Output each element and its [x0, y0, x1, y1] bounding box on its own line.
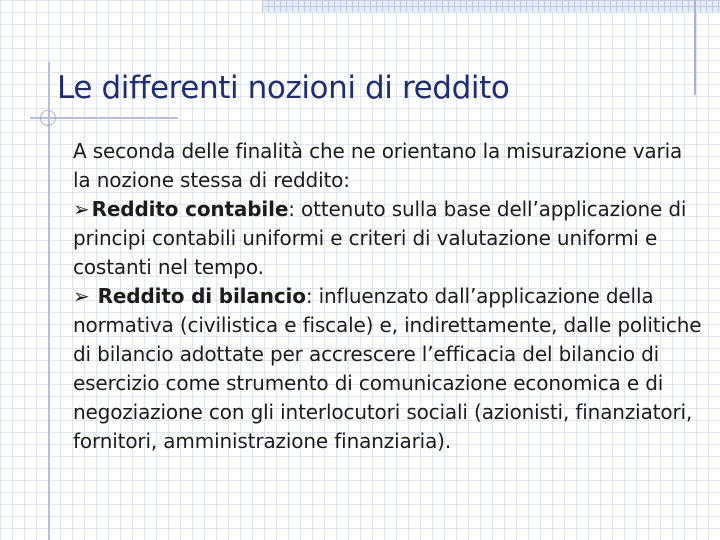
top-decorative-band: [262, 0, 720, 12]
decorative-circle-icon: [40, 110, 56, 126]
bullet-reddito-di-bilancio: [73, 282, 703, 456]
arrow-bullet-icon: ➢: [73, 197, 90, 221]
bullet-term: Reddito di bilancio: [97, 284, 306, 308]
slide-body: [73, 137, 703, 456]
slide-title: Le differenti nozioni di reddito: [57, 70, 510, 106]
intro-paragraph: A seconda delle finalità che ne orientano la misurazione varia la nozione stessa di reddito:: [73, 139, 683, 192]
bullet-reddito-contabile: [73, 195, 703, 282]
bullet-text: : influenzato dall’applicazione della normativa (civilistica e fiscale) e, indirettamente, dalle politiche di bilancio adottate per accrescere l’efficacia del bilancio di esercizio come strumento di comunicazione economica e di negoziazione con gli interlocutori sociali (azionisti, finanziatori, fornitori, amministrazione finanziaria).: [73, 284, 702, 453]
right-decorative-line: [694, 0, 696, 95]
left-decorative-line: [48, 62, 50, 540]
arrow-bullet-icon: ➢: [73, 284, 90, 308]
bullet-text: : ottenuto sulla base dell’applicazione di principi contabili uniformi e criteri di valutazione uniformi e costanti nel tempo.: [73, 197, 687, 279]
bullet-term: Reddito contabile: [91, 197, 289, 221]
